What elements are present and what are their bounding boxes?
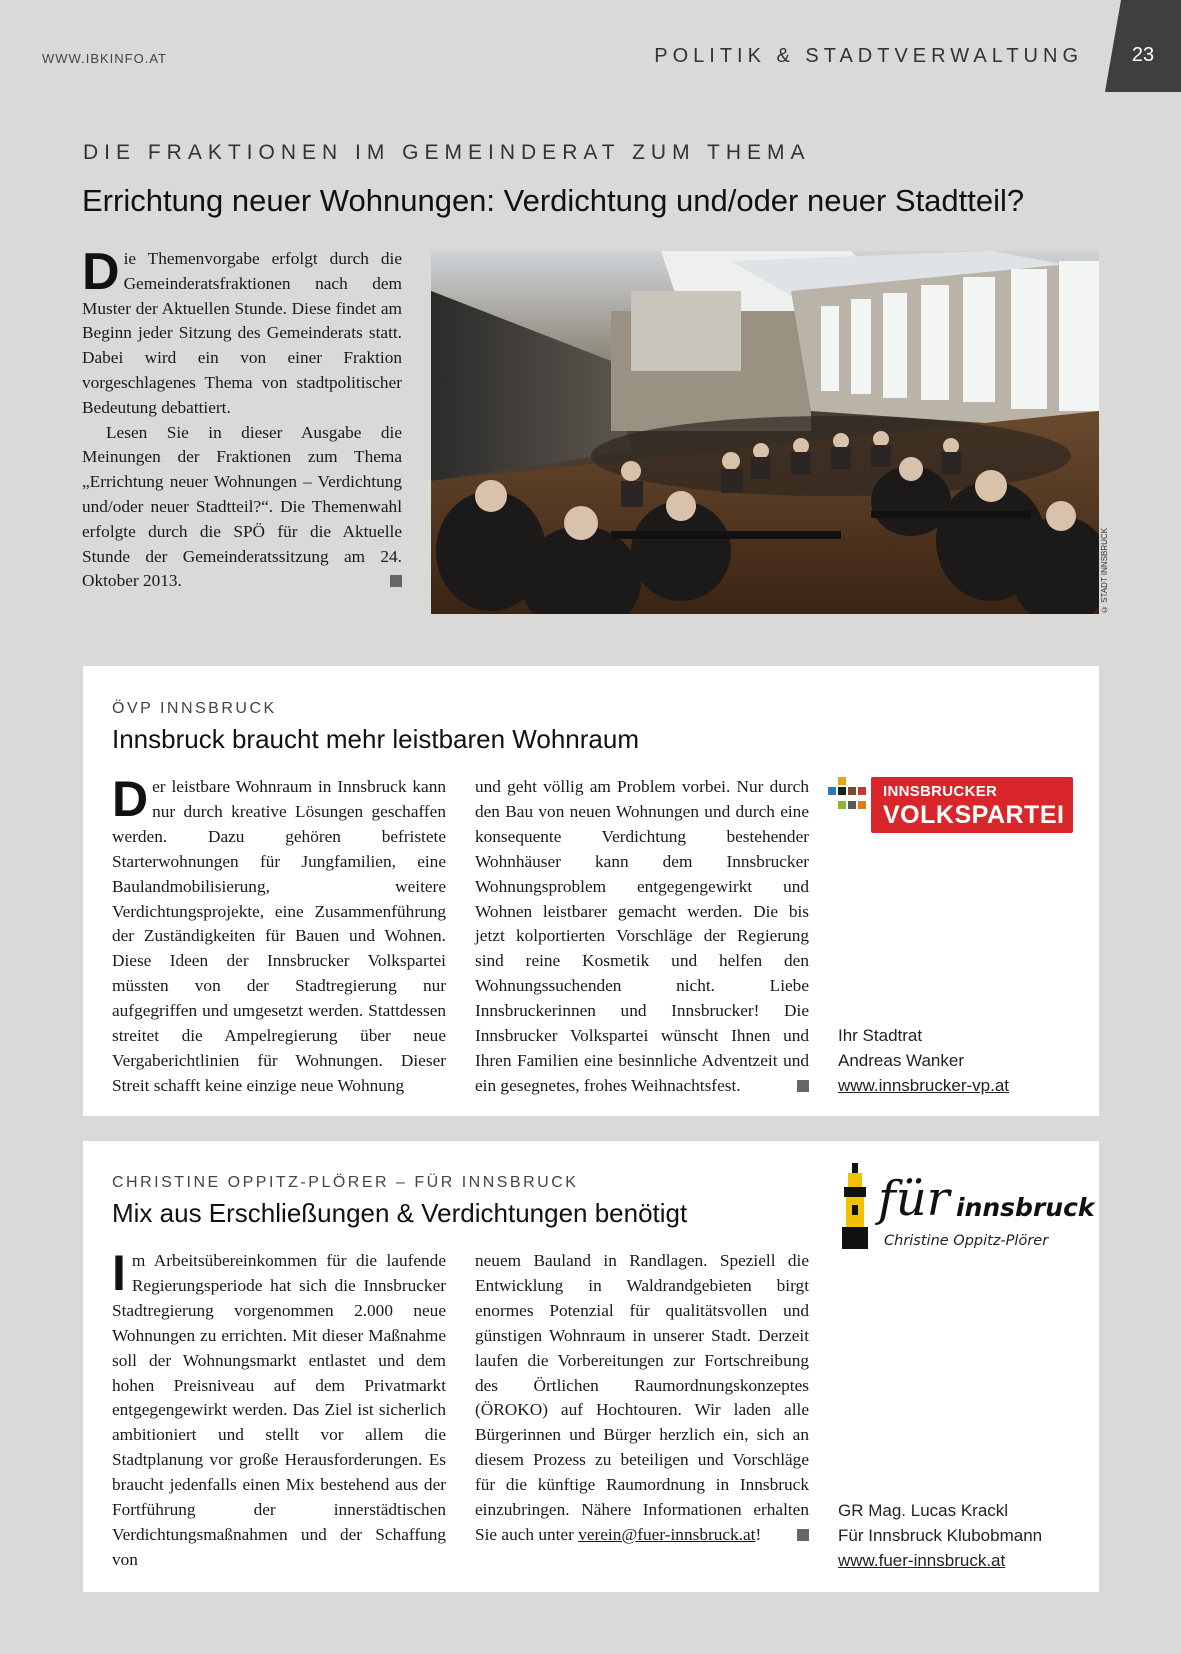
fi-text-2: neuem Bauland in Randlagen. Speziell die Entwicklung in Waldrandgebieten birgt enormes Potenzial für qualitätsvollen und günstigen Wohnraum in unserer Stadt. Derzeit laufen die Vorbereitungen zur Fortschreibung des Örtlichen Raumordnungskonzeptes (ÖROKO) auf Hochtouren. Wir laden alle Bürgerinnen und Bürger herzlich ein, sich an diesem Prozess zu beteiligen und Vorschläge für die künftige Raumordnung in Innsbruck einzubringen. Nähere Informationen erhalten Sie auch unter [475,1251,809,1544]
logo-square-icon [858,787,866,795]
signature-line-2: Für Innsbruck Klubobmann [838,1526,1043,1545]
fi-statement-box [83,1141,1099,1592]
fi-email-link[interactable]: verein@fuer-innsbruck.at [578,1524,756,1544]
intro-text-1: ie Themenvorgabe erfolgt durch die Gemeinderatsfraktionen nach dem Muster der Aktuellen Stunde. Diese findet am Beginn jeder Sitzung des Gemeinderats statt. Dabei wird ein von einer Fraktion vorgeschlagenes Thema von stadtpolitischer Bedeutung debattiert. [82,249,402,417]
oevp-statement-box [83,666,1099,1116]
logo-innsbruck-text: innsbruck [956,1193,1095,1222]
intro-paragraph-1 [82,243,402,421]
end-mark-icon [797,1080,809,1092]
logo-square-icon [858,801,866,809]
logo-square-icon [848,801,856,809]
fi-text-1: m Arbeitsübereinkommen für die laufende Regierungsperiode hat sich die Innsbrucker Stadtregierung vorgenommen 2.000 neue Wohnungen zu errichten. Mit dieser Maßnahme soll der Wohnungsmarkt entlastet und dem hohen Preisniveau auf dem Privatmarkt entgegengewirkt werden. Das Ziel ist sicherlich ambitioniert und stellt vor allem die Stadtplanung vor große Herausforderungen. Es braucht jedenfalls einen Mix bestehend aus der Fortführung der innerstädtischen Verdichtungsmaßnahmen und der Schaffung von [112,1251,446,1569]
signature-line-2: Andreas Wanker [838,1051,964,1070]
oevp-signature [838,1023,1009,1098]
logo-square-icon [838,787,846,795]
oevp-website-link[interactable]: www.innsbrucker-vp.at [838,1076,1010,1095]
oevp-title: Innsbruck braucht mehr leistbaren Wohnraum [112,724,639,754]
fi-kicker: CHRISTINE OPPITZ-PLÖRER – FÜR INNSBRUCK [112,1174,579,1191]
logo-square-icon [828,787,836,795]
section-label: POLITIK & STADTVERWALTUNG [654,45,1083,67]
dropcap: D [112,771,149,827]
article-kicker: DIE FRAKTIONEN IM GEMEINDERAT ZUM THEMA [83,141,811,164]
signature-line-1: GR Mag. Lucas Krackl [838,1501,1009,1520]
fi-column-2 [475,1249,809,1548]
fi-title: Mix aus Erschließungen & Verdichtungen benötigt [112,1198,688,1228]
logo-name-text: Christine Oppitz-Plörer [884,1233,1049,1249]
logo-text-bottom: VOLKSPARTEI [883,801,1065,829]
fi-logo [838,1163,1095,1255]
intro-paragraph-2 [82,421,402,595]
article-headline: Errichtung neuer Wohnungen: Verdichtung und/oder neuer Stadtteil? [82,183,1025,218]
page-number: 23 [1131,44,1155,66]
oevp-text-1: er leistbare Wohnraum in Innsbruck kann nur durch kreative Lösungen geschaffen werden. Dazu gehören befristete Starterwohnungen für Jungfamilien, eine Baulandmobilisierung, weitere Verdichtungsprojekte, eine Zusammenführung der Zuständigkeiten für Bauen und Wohnen. Diese Ideen der Innsbrucker Volkspartei müssten von der Stadtregierung nur aufgegriffen und umgesetzt werden. Stattdessen streitet die Ampelregierung über neue Vergaberichtlinien für Wohnungen. Dieser Streit schafft keine einzige neue Wohnung [112,777,446,1095]
signature-line-1: Ihr Stadtrat [838,1026,923,1045]
oevp-column-2 [475,775,809,1099]
logo-text-top: INNSBRUCKER [883,783,998,800]
tower-icon [838,1163,874,1249]
article-intro [82,243,402,594]
fi-website-link[interactable]: www.fuer-innsbruck.at [838,1551,1006,1570]
photo-credit: © STADT INNSBRUCK [1100,527,1109,614]
logo-square-icon [848,787,856,795]
fi-text-end: ! [755,1524,762,1544]
logo-fuer-text: für [878,1171,950,1227]
oevp-text-2: und geht völlig am Problem vorbei. Nur durch den Bau von neuen Wohnungen und durch eine konsequente Verdichtung bestehender Wohnhäuser kann dem Innsbrucker Wohnungsproblem entgegengewirkt und Wohnen leistbarer gemacht werden. Die bis jetzt kolportierten Vorschläge der Regierung sind reine Kosmetik und helfen den Wohnungssuchenden nicht. Liebe Innsbruckerinnen und Innsbrucker! Die Innsbrucker Volkspartei wünscht Ihnen und Ihren Familien eine besinnliche Adventzeit und ein gesegnetes, frohes Weihnachtsfest. [475,777,809,1095]
intro-text-2: Lesen Sie in dieser Ausgabe die Meinungen der Fraktionen zum Thema „Errichtung neuer Wohnungen – Verdichtung und/oder neuer Stadtteil?“. Die Themenwahl erfolgte durch die SPÖ für die Aktuelle Stunde der Gemeinderatssitzung am 24. Oktober 2013. [82,422,402,591]
fi-column-1 [112,1245,446,1573]
end-mark-icon [797,1529,809,1541]
dropcap: D [82,243,120,301]
oevp-column-1 [112,771,446,1099]
council-meeting-photo [431,251,1099,614]
site-url: WWW.IBKINFO.AT [42,51,167,66]
oevp-logo [828,771,1073,833]
logo-red-panel [871,777,1073,833]
end-mark-icon [390,575,402,587]
dropcap: I [112,1245,126,1301]
logo-square-icon [838,777,846,785]
oevp-kicker: ÖVP INNSBRUCK [112,700,277,717]
logo-square-icon [838,801,846,809]
fi-signature [838,1498,1042,1573]
